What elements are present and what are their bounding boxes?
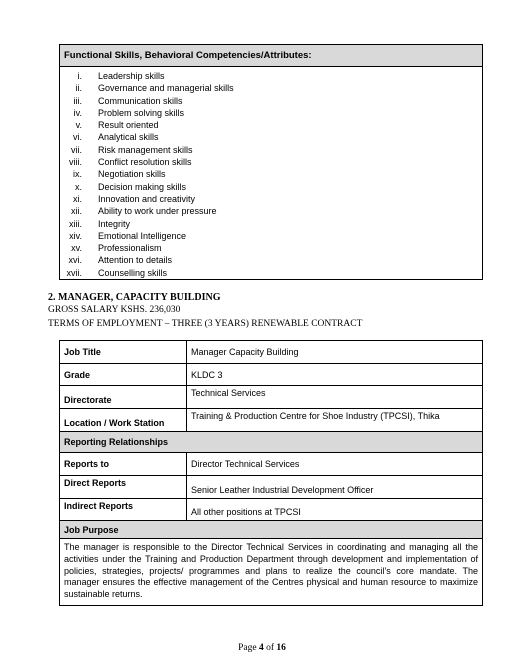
indirect-reports-value: All other positions at TPCSI	[187, 499, 483, 521]
item-text: Counselling skills	[98, 267, 168, 278]
list-item	[60, 205, 482, 217]
table-row	[60, 539, 483, 606]
skills-list	[60, 67, 482, 279]
item-text: Innovation and creativity	[98, 193, 196, 204]
section-title: 2. MANAGER, CAPACITY BUILDING	[48, 292, 221, 303]
list-item	[60, 168, 482, 180]
location-value: Training & Production Centre for Shoe Industry (TPCSI), Thika	[187, 409, 483, 432]
page-number: 4	[258, 643, 264, 653]
list-item	[60, 193, 482, 205]
list-item	[60, 107, 482, 119]
item-number: v.	[75, 120, 82, 131]
item-number: vii.	[71, 144, 82, 155]
direct-reports-value: Senior Leather Industrial Development Officer	[187, 476, 483, 499]
item-text: Governance and managerial skills	[98, 83, 234, 94]
item-text: Negotiation skills	[98, 169, 166, 180]
item-text: Problem solving skills	[98, 107, 185, 118]
item-text: Conflict resolution skills	[98, 157, 192, 168]
item-number: xvi.	[68, 255, 82, 266]
location-label: Location / Work Station	[60, 409, 187, 432]
indirect-reports-label: Indirect Reports	[60, 499, 187, 521]
grade-value: KLDC 3	[187, 364, 483, 386]
of-word: of	[266, 643, 274, 653]
list-item	[60, 82, 482, 94]
item-number: xi.	[73, 193, 82, 204]
direct-reports-label: Direct Reports	[60, 476, 187, 499]
table-row	[60, 453, 483, 476]
list-item	[60, 119, 482, 131]
directorate-label: Directorate	[60, 386, 187, 409]
list-item	[60, 144, 482, 156]
job-title-value: Manager Capacity Building	[187, 341, 483, 364]
reporting-relationships-heading: Reporting Relationships	[60, 432, 483, 453]
list-item	[60, 181, 482, 193]
item-text: Professionalism	[98, 243, 162, 254]
table-row	[60, 476, 483, 499]
list-item	[60, 230, 482, 242]
reports-to-label: Reports to	[60, 453, 187, 476]
item-text: Decision making skills	[98, 181, 187, 192]
job-purpose-heading: Job Purpose	[60, 521, 483, 539]
item-text: Communication skills	[98, 95, 183, 106]
item-text: Leadership skills	[98, 71, 165, 81]
job-purpose-text: The manager is responsible to the Director Technical Services in coordinating and managing all the activities under the Training and Production Department through development and implementation of policies, strategies, projects/ programmes and plans to realize the council’s core mandate. The manager ensures the effective management of the Centres physical and human resource to maximize sustainable returns.	[60, 539, 483, 606]
list-item	[60, 267, 482, 279]
item-number: iii.	[73, 95, 82, 106]
item-number: iv.	[73, 107, 82, 118]
item-text: Risk management skills	[98, 144, 193, 155]
list-item	[60, 70, 482, 82]
grade-label: Grade	[60, 364, 187, 386]
page-total: 16	[276, 643, 286, 653]
list-item	[60, 254, 482, 266]
reports-to-value: Director Technical Services	[187, 453, 483, 476]
item-number: xiv.	[69, 230, 82, 241]
skills-heading: Functional Skills, Behavioral Competencies/Attributes:	[60, 45, 482, 67]
list-item	[60, 242, 482, 254]
item-number: i.	[77, 71, 82, 81]
item-number: xii.	[71, 206, 82, 217]
table-row	[60, 364, 483, 386]
directorate-value: Technical Services	[187, 386, 483, 409]
job-title-label: Job Title	[60, 341, 187, 364]
item-text: Emotional Intelligence	[98, 230, 187, 241]
table-row	[60, 432, 483, 453]
skills-box	[59, 44, 483, 280]
item-number: xvii.	[66, 267, 82, 278]
list-item	[60, 95, 482, 107]
item-number: viii.	[69, 157, 82, 168]
item-number: xv.	[71, 243, 82, 254]
item-number: ii.	[75, 83, 82, 94]
item-text: Integrity	[98, 218, 131, 229]
item-number: ix.	[73, 169, 82, 180]
terms-of-employment: TERMS OF EMPLOYMENT – THREE (3 YEARS) RENEWABLE CONTRACT	[48, 319, 363, 329]
list-item	[60, 156, 482, 168]
list-item	[60, 218, 482, 230]
table-row	[60, 521, 483, 539]
gross-salary: GROSS SALARY KSHS. 236,030	[48, 305, 181, 315]
item-number: x.	[74, 181, 82, 192]
table-row	[60, 341, 483, 364]
item-number: xiii.	[69, 218, 82, 229]
item-number: vi.	[73, 132, 82, 143]
item-text: Result oriented	[98, 120, 159, 131]
page-footer	[0, 643, 524, 653]
list-item	[60, 131, 482, 143]
table-row	[60, 386, 483, 409]
item-text: Ability to work under pressure	[98, 206, 217, 217]
job-description-table	[59, 340, 483, 606]
table-row	[60, 409, 483, 432]
item-text: Attention to details	[98, 255, 173, 266]
item-text: Analytical skills	[98, 132, 159, 143]
table-row	[60, 499, 483, 521]
page-word: Page	[238, 643, 257, 653]
